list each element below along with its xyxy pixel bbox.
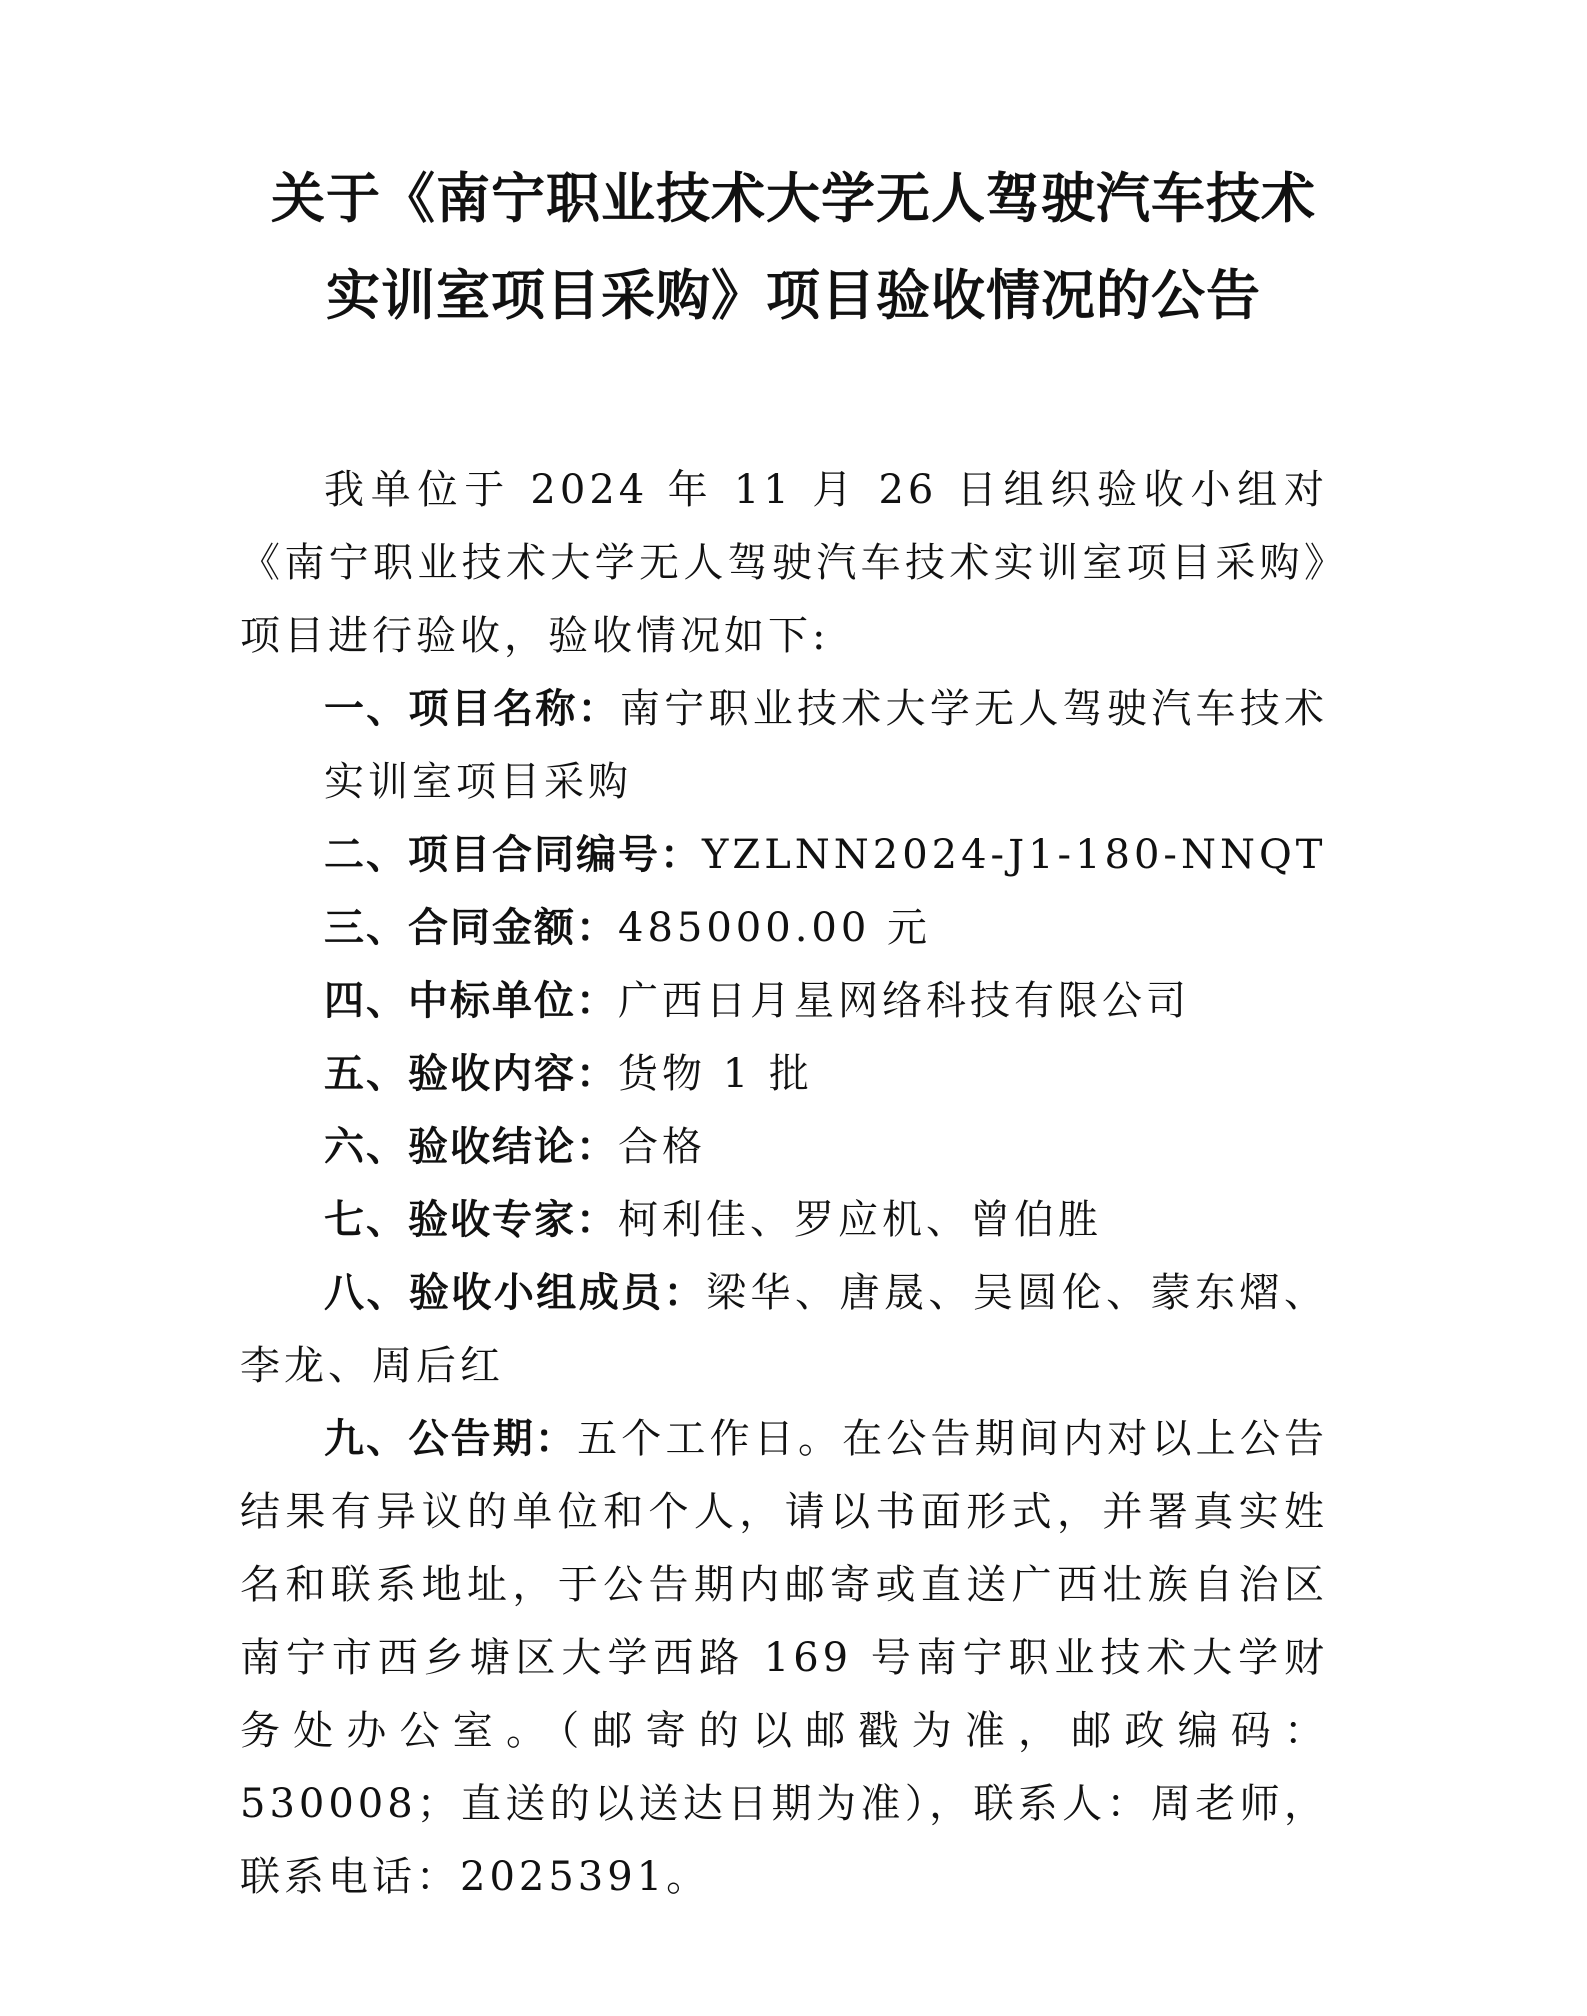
item-value: 柯利佳、罗应机、曾伯胜 (618, 1197, 1102, 1243)
item-label: 九、公告期： (324, 1416, 578, 1462)
item-label: 七、验收专家： (324, 1197, 618, 1243)
item-label: 五、验收内容： (324, 1051, 618, 1097)
item-contract-number (240, 819, 1328, 892)
item-winning-bidder (240, 965, 1328, 1038)
item-project-name (240, 673, 1328, 819)
item-announcement-period (240, 1403, 1328, 1914)
item-value: YZLNN2024-J1-180-NNQT (702, 832, 1327, 878)
item-label: 一、项目名称： (324, 686, 620, 732)
item-value: 梁华、唐晟、吴圆伦、蒙东熠、李龙、周后红 (240, 1270, 1329, 1389)
item-label: 六、验收结论： (324, 1124, 618, 1170)
item-acceptance-conclusion (240, 1111, 1328, 1184)
item-value: 货物 1 批 (618, 1051, 813, 1097)
title-line-2: 实训室项目采购》项目验收情况的公告 (326, 263, 1261, 327)
item-label: 四、中标单位： (324, 978, 618, 1024)
item-value: 广西日月星网络科技有限公司 (618, 978, 1190, 1024)
item-value: 485000.00 元 (618, 905, 932, 951)
document-body (240, 454, 1328, 1914)
item-label: 二、项目合同编号： (324, 832, 702, 878)
item-acceptance-members (240, 1257, 1328, 1403)
item-label: 三、合同金额： (324, 905, 618, 951)
item-value: 南宁职业技术大学无人驾驶汽车技术实训室项目采购 (324, 686, 1329, 805)
document-title (200, 150, 1387, 344)
item-acceptance-content (240, 1038, 1328, 1111)
item-label: 八、验收小组成员： (324, 1270, 707, 1316)
intro-paragraph: 我单位于 2024 年 11 月 26 日组织验收小组对《南宁职业技术大学无人驾驶汽车技术实训室项目采购》项目进行验收，验收情况如下: (240, 467, 1328, 659)
item-value: 合格 (618, 1124, 706, 1170)
item-value: 五个工作日。在公告期间内对以上公告结果有异议的单位和个人，请以书面形式，并署真实姓名和联系地址，于公告期内邮寄或直送广西壮族自治区南宁市西乡塘区大学西路 169 号南宁职业技术大学财务处办公室。（邮寄的以邮戳为准，邮政编码：530008；直送的以送达日期为准），联系人：周老师，联系电话：2025391。 (240, 1416, 1329, 1900)
item-acceptance-experts (240, 1184, 1328, 1257)
item-contract-amount (240, 892, 1328, 965)
title-line-1: 关于《南宁职业技术大学无人驾驶汽车技术 (271, 166, 1316, 230)
